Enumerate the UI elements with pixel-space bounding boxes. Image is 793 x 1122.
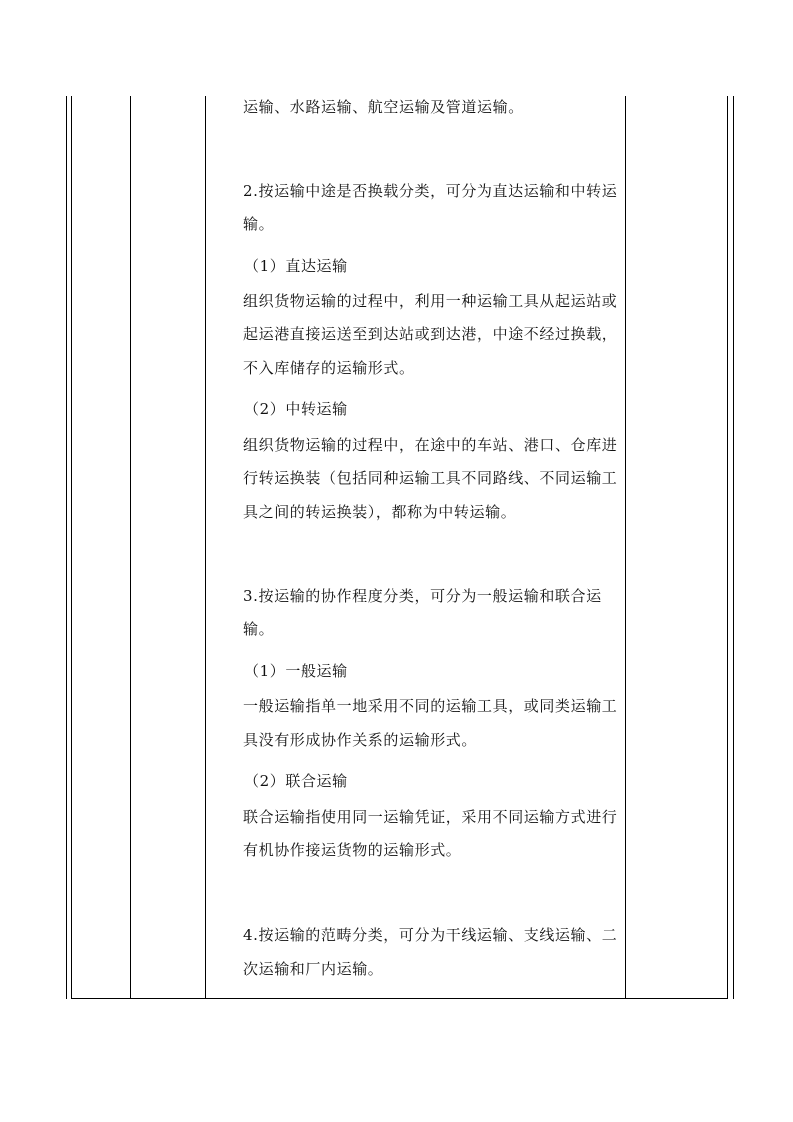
paragraph-line: 具没有形成协作关系的运输形式。 xyxy=(243,731,478,749)
table-inner-frame xyxy=(71,96,728,999)
paragraph-line: 具之间的转运换装），都称为中转运输。 xyxy=(243,503,517,521)
section-heading-line: 3.按运输的协作程度分类，可分为一般运输和联合运 xyxy=(243,587,602,605)
paragraph-line: 输。 xyxy=(243,215,275,233)
paragraph-line: 不入库储存的运输形式。 xyxy=(243,359,415,377)
table-column-divider xyxy=(205,96,206,999)
paragraph-line: 输。 xyxy=(243,620,275,638)
paragraph-line: 有机协作接运货物的运输形式。 xyxy=(243,841,462,859)
paragraph-line: 起运港直接运送至到达站或到达港，中途不经过换载， xyxy=(243,325,618,343)
paragraph-line: 联合运输指使用同一运输凭证，采用不同运输方式进行 xyxy=(243,808,618,826)
subsection-heading: （1）直达运输 xyxy=(244,257,348,275)
paragraph-line: 一般运输指单一地采用不同的运输工具，或同类运输工 xyxy=(243,697,618,715)
paragraph-line: 组织货物运输的过程中，在途中的车站、港口、仓库进 xyxy=(243,436,618,454)
subsection-heading: （2）中转运输 xyxy=(244,400,348,418)
paragraph-line: 行转运换装（包括同种运输工具不同路线、不同运输工 xyxy=(243,469,618,487)
paragraph-line: 运输、水路运输、航空运输及管道运输。 xyxy=(243,98,524,116)
table-column-divider xyxy=(130,96,131,999)
section-heading-line: 2.按运输中途是否换载分类，可分为直达运输和中转运 xyxy=(243,182,618,200)
table-column-divider xyxy=(625,96,626,999)
section-heading-line: 4.按运输的范畴分类，可分为干线运输、支线运输、二 xyxy=(243,926,618,944)
subsection-heading: （1）一般运输 xyxy=(244,662,348,680)
paragraph-line: 次运输和厂内运输。 xyxy=(243,960,384,978)
subsection-heading: （2）联合运输 xyxy=(244,772,348,790)
paragraph-line: 组织货物运输的过程中，利用一种运输工具从起运站或 xyxy=(243,292,618,310)
